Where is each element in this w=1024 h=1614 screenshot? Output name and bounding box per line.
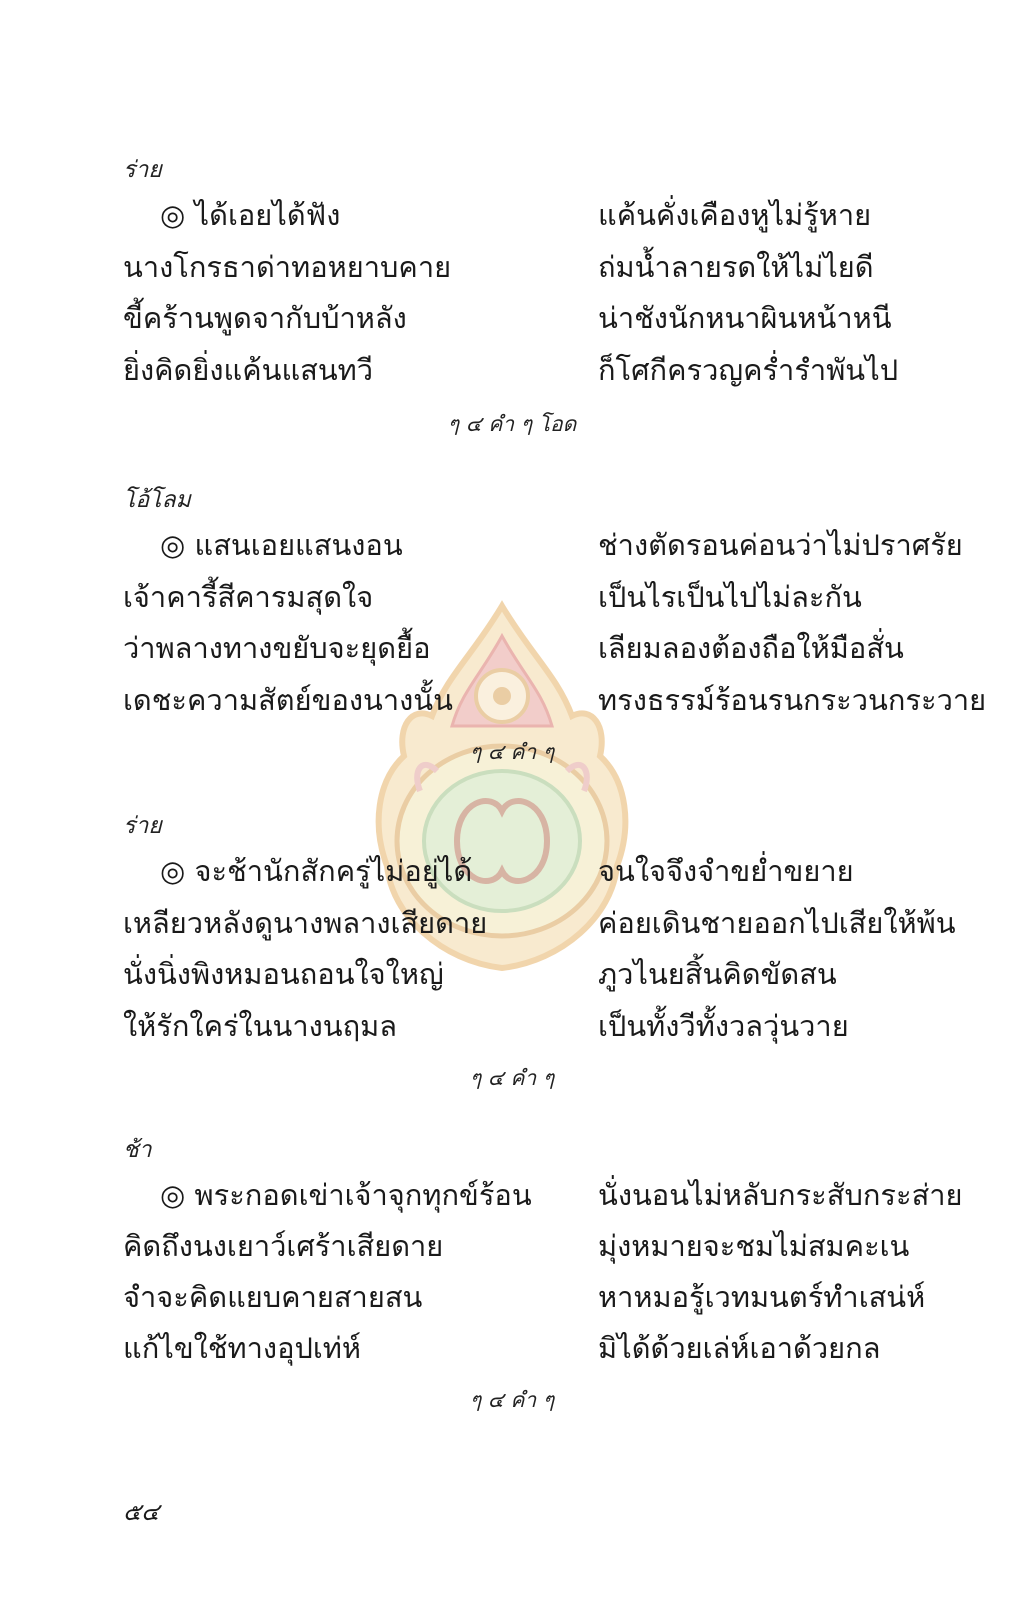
stanza-footer: ๆ ๔ คำ ๆ โอด: [447, 412, 577, 436]
stanza-footer: ๆ ๔ คำ ๆ: [469, 1388, 555, 1412]
verse-line-left: แก้ไขใช้ทางอุปเท่ห์: [123, 1331, 362, 1365]
verse-line-left: ยิ่งคิดยิ่งแค้นแสนทวี: [123, 353, 374, 387]
melody-label: ร่าย: [123, 813, 162, 839]
verse-line-right: มิได้ด้วยเล่ห์เอาด้วยกล: [598, 1331, 881, 1365]
verse-line-left: ให้รักใคร่ในนางนฤมล: [123, 1009, 398, 1043]
verse-line-left: ◎ จะช้านักสักครู่ไม่อยู่ได้: [160, 854, 473, 888]
verse-line-left: เดชะความสัตย์ของนางนั้น: [123, 683, 453, 717]
verse-line-left: เจ้าคารี้สีคารมสุดใจ: [123, 580, 374, 614]
verse-line-left: เหลียวหลังดูนางพลางเสียดาย: [123, 906, 488, 940]
verse-line-left: นั่งนิ่งพิงหมอนถอนใจใหญ่: [123, 957, 444, 991]
stanza-footer: ๆ ๔ คำ ๆ: [469, 1066, 555, 1090]
verse-line-right: เลียมลองต้องถือให้มือสั่น: [598, 631, 904, 665]
verse-line-left: จำจะคิดแยบคายสายสน: [123, 1280, 423, 1314]
verse-line-right: ช่างตัดรอนค่อนว่าไม่ปราศรัย: [598, 528, 963, 562]
verse-line-left: คิดถึงนงเยาว์เศร้าเสียดาย: [123, 1229, 444, 1263]
verse-line-left: ขี้คร้านพูดจากับบ้าหลัง: [123, 301, 407, 335]
verse-line-left: ◎ ได้เอยได้ฟัง: [160, 198, 341, 232]
melody-label: ช้า: [123, 1137, 152, 1163]
verse-line-right: แค้นคั่งเคืองหูไม่รู้หาย: [598, 198, 872, 232]
verse-line-left: ว่าพลางทางขยับจะยุดยื้อ: [123, 631, 431, 665]
melody-label: ร่าย: [123, 157, 162, 183]
verse-line-right: ทรงธรรม์ร้อนรนกระวนกระวาย: [598, 683, 987, 717]
verse-line-left: ◎ พระกอดเข่าเจ้าจุกทุกข์ร้อน: [160, 1178, 532, 1212]
melody-label: โอ้โลม: [123, 487, 191, 513]
verse-line-right: มุ่งหมายจะชมไม่สมคะเน: [598, 1229, 910, 1263]
verse-line-left: นางโกรธาด่าทอหยาบคาย: [123, 250, 452, 284]
verse-line-right: ค่อยเดินชายออกไปเสียให้พ้น: [598, 906, 956, 940]
verse-line-right: เป็นไรเป็นไปไม่ละกัน: [598, 580, 862, 614]
stanza-footer: ๆ ๔ คำ ๆ: [469, 740, 555, 764]
verse-line-right: จนใจจึงจำขย่ำขยาย: [598, 854, 854, 888]
verse-line-right: ภูวไนยสิ้นคิดขัดสน: [598, 957, 837, 991]
verse-line-right: น่าชังนักหนาผินหน้าหนี: [598, 301, 892, 335]
verse-line-right: นั่งนอนไม่หลับกระสับกระส่าย: [598, 1178, 963, 1212]
verse-line-right: ถ่มน้ำลายรดให้ไม่ไยดี: [598, 250, 874, 284]
verse-line-right: ก็โศกีครวญคร่ำรำพันไป: [598, 353, 899, 387]
verse-line-right: เป็นทั้งวีทั้งวลวุ่นวาย: [598, 1009, 849, 1043]
page-number: ๕๔: [123, 1498, 160, 1526]
verse-line-left: ◎ แสนเอยแสนงอน: [160, 528, 403, 562]
verse-line-right: หาหมอรู้เวทมนตร์ทำเสน่ห์: [598, 1280, 926, 1314]
